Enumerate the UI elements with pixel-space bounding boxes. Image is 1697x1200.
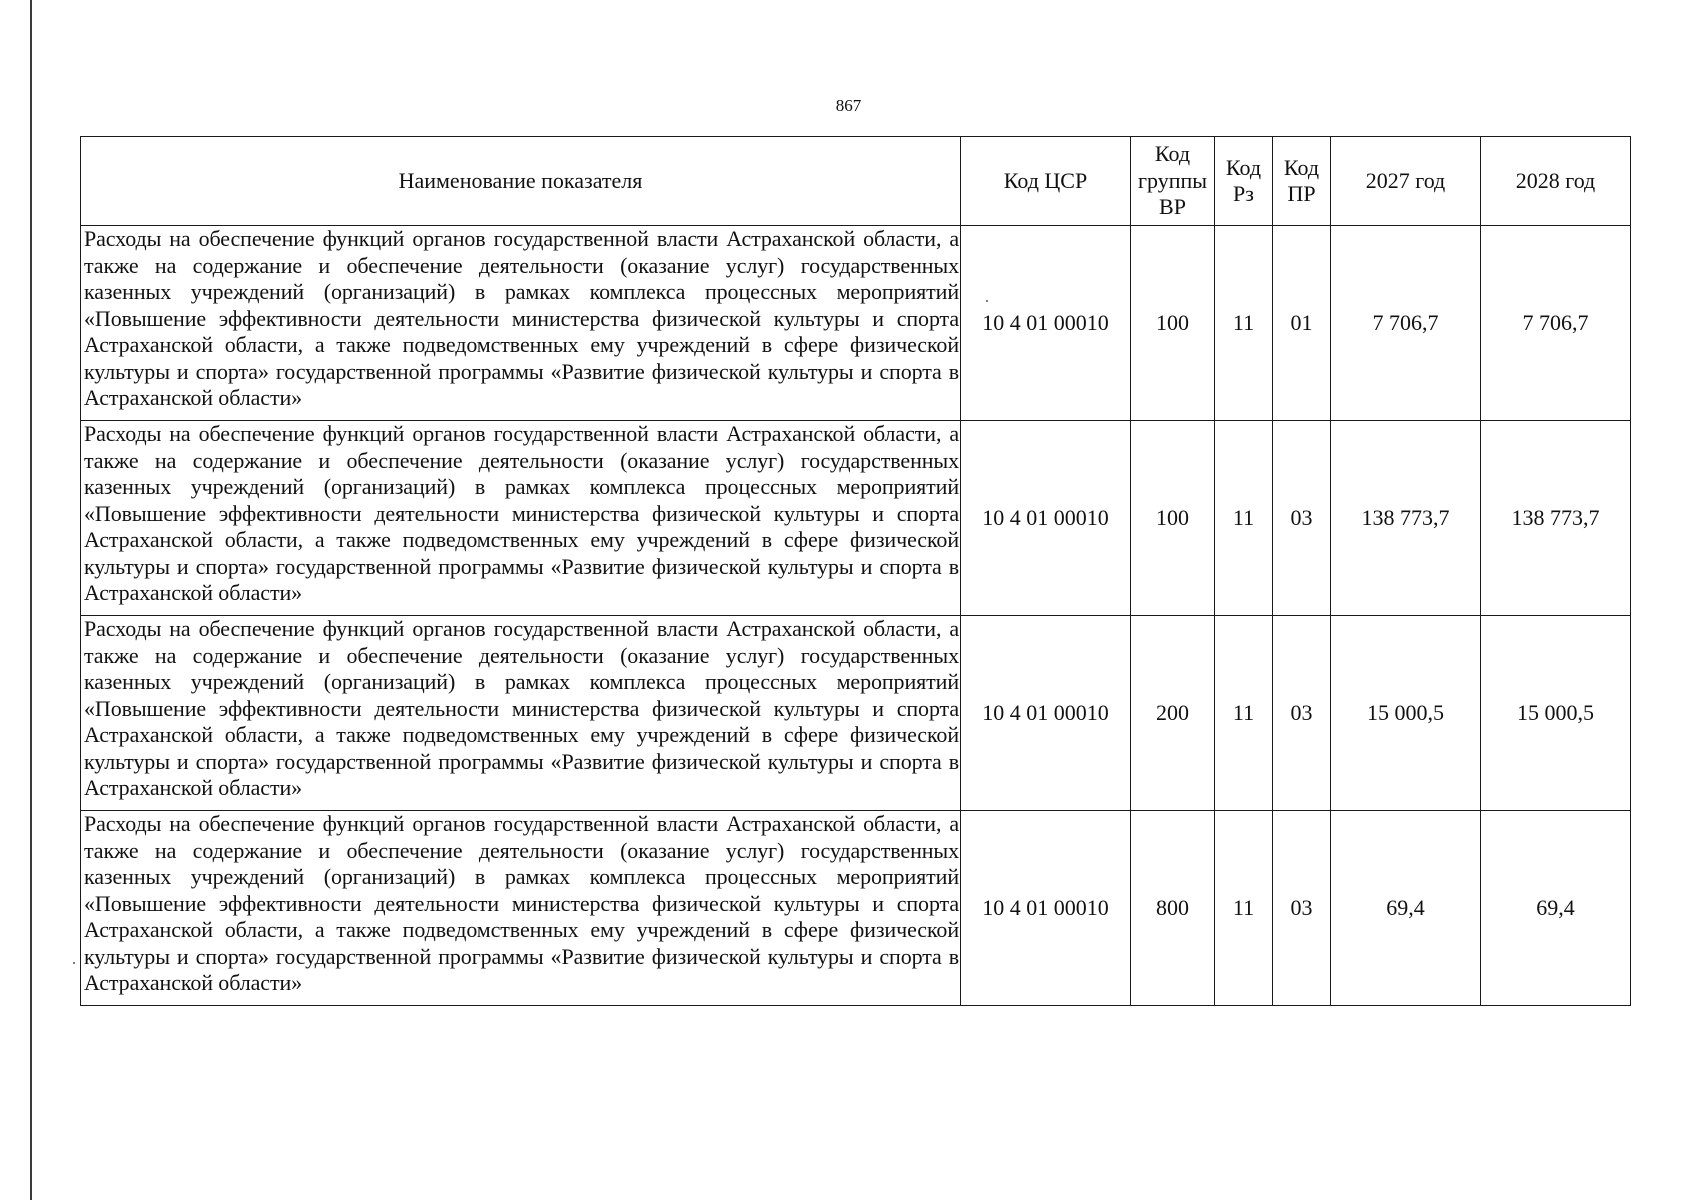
- row-pr-code: 03: [1273, 421, 1331, 616]
- row-csr-code: 10 4 01 00010: [961, 421, 1131, 616]
- header-pr-code: Код ПР: [1273, 137, 1331, 226]
- row-name: Расходы на обеспечение функций органов государственной власти Астраханской области, а также на содержание и обеспечение деятельности (оказание услуг) государственных казенных учреждений (организаций) в рамках комплекса процессных мероприятий «Повышение эффективности деятельности министерства физической культуры и спорта Астраханской области, а также подведомственных ему учреждений в сфере физической культуры и спорта» государственной программы «Развитие физической культуры и спорта в Астраханской области»: [81, 421, 961, 616]
- header-rz-code: Код Рз: [1215, 137, 1273, 226]
- row-value-2028: 69,4: [1481, 811, 1631, 1006]
- budget-table: [80, 136, 1631, 1006]
- row-value-2027: 7 706,7: [1331, 226, 1481, 421]
- table-row: [81, 811, 1631, 1006]
- header-vr-group-code: Код группы ВР: [1131, 137, 1215, 226]
- row-csr-code: 10 4 01 00010: [961, 811, 1131, 1006]
- header-csr-code: Код ЦСР: [961, 137, 1131, 226]
- row-rz-code: 11: [1215, 811, 1273, 1006]
- row-value-2027: 138 773,7: [1331, 421, 1481, 616]
- row-rz-code: 11: [1215, 226, 1273, 421]
- row-value-2027: 15 000,5: [1331, 616, 1481, 811]
- header-year-2028: 2028 год: [1481, 137, 1631, 226]
- row-rz-code: 11: [1215, 421, 1273, 616]
- row-vr-code: 200: [1131, 616, 1215, 811]
- row-vr-code: 100: [1131, 421, 1215, 616]
- table-row: [81, 421, 1631, 616]
- row-rz-code: 11: [1215, 616, 1273, 811]
- header-year-2027: 2027 год: [1331, 137, 1481, 226]
- row-csr-code: 10 4 01 00010: [961, 226, 1131, 421]
- row-vr-code: 100: [1131, 226, 1215, 421]
- row-pr-code: 01: [1273, 226, 1331, 421]
- table-row: [81, 226, 1631, 421]
- table-row: [81, 616, 1631, 811]
- row-name: Расходы на обеспечение функций органов государственной власти Астраханской области, а также на содержание и обеспечение деятельности (оказание услуг) государственных казенных учреждений (организаций) в рамках комплекса процессных мероприятий «Повышение эффективности деятельности министерства физической культуры и спорта Астраханской области, а также подведомственных ему учреждений в сфере физической культуры и спорта» государственной программы «Развитие физической культуры и спорта в Астраханской области»: [81, 616, 961, 811]
- row-value-2028: 138 773,7: [1481, 421, 1631, 616]
- table-header-row: [81, 137, 1631, 226]
- row-csr-code: 10 4 01 00010: [961, 616, 1131, 811]
- row-value-2028: 15 000,5: [1481, 616, 1631, 811]
- scan-edge-line: [30, 0, 32, 1200]
- row-pr-code: 03: [1273, 616, 1331, 811]
- scan-speck: [73, 962, 75, 964]
- row-pr-code: 03: [1273, 811, 1331, 1006]
- row-name: Расходы на обеспечение функций органов государственной власти Астраханской области, а также на содержание и обеспечение деятельности (оказание услуг) государственных казенных учреждений (организаций) в рамках комплекса процессных мероприятий «Повышение эффективности деятельности министерства физической культуры и спорта Астраханской области, а также подведомственных ему учреждений в сфере физической культуры и спорта» государственной программы «Развитие физической культуры и спорта в Астраханской области»: [81, 226, 961, 421]
- scan-speck: [986, 300, 988, 302]
- row-value-2027: 69,4: [1331, 811, 1481, 1006]
- row-value-2028: 7 706,7: [1481, 226, 1631, 421]
- row-name: Расходы на обеспечение функций органов государственной власти Астраханской области, а также на содержание и обеспечение деятельности (оказание услуг) государственных казенных учреждений (организаций) в рамках комплекса процессных мероприятий «Повышение эффективности деятельности министерства физической культуры и спорта Астраханской области, а также подведомственных ему учреждений в сфере физической культуры и спорта» государственной программы «Развитие физической культуры и спорта в Астраханской области»: [81, 811, 961, 1006]
- header-name: Наименование показателя: [81, 137, 961, 226]
- row-vr-code: 800: [1131, 811, 1215, 1006]
- page-number: 867: [835, 96, 862, 115]
